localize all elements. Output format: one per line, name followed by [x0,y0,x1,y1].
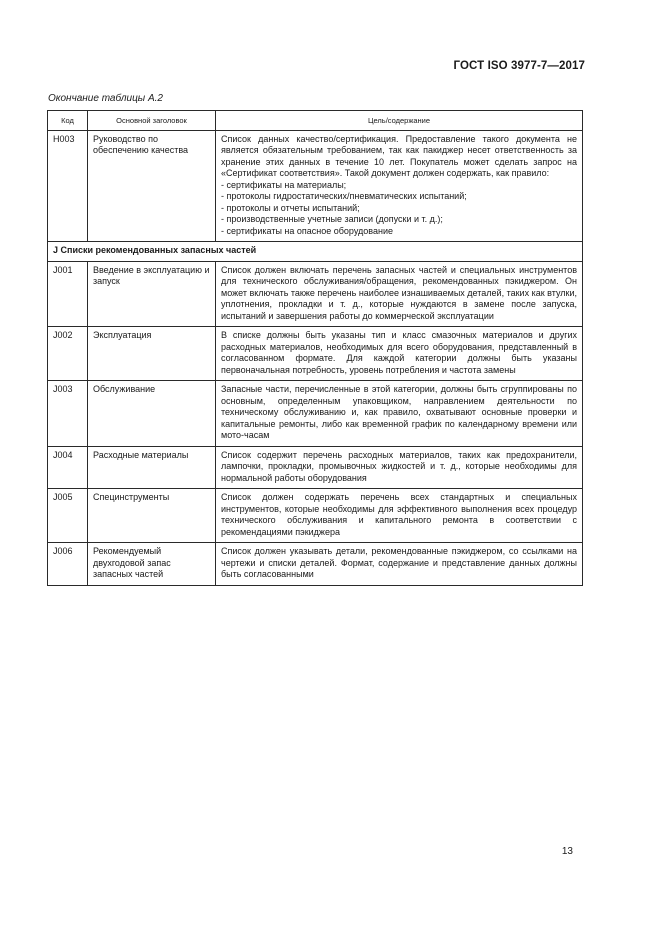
row-title: Обслуживание [88,381,216,447]
row-content-list-item: - сертификаты на материалы; [221,179,347,190]
row-code: J006 [48,543,88,586]
row-title: Расходные материалы [88,446,216,489]
row-content-list-item: - сертификаты на опасное оборудование [221,225,393,236]
table-row [48,261,583,327]
row-content-list-item: - производственные учетные записи (допуски и т. д.); [221,214,443,224]
row-code: H003 [48,130,88,242]
table-row [48,327,583,381]
table-row [48,446,583,489]
row-content [216,543,583,586]
row-content-text: Список данных качество/сертификация. Предоставление такого документа не является обязательным требованием, так как пакиджер несет ответственность за хранение этих данных в течение 10 лет. Покупатель может сделать запрос на «Сертификат соответствия». Такой документ должен содержать, как правило: [221,133,577,178]
column-header-code: Код [48,111,88,131]
standard-code: ГОСТ ISO 3977-7—2017 [453,60,585,72]
row-content [216,327,583,381]
column-header-content: Цель/содержание [216,111,583,131]
page-number: 13 [561,846,573,857]
row-content-text: В списке должны быть указаны тип и класс смазочных материалов и других расходных материалов, необходимых для всего оборудования, представленный в согласованном формате. Для каждой категории должны быть указаны первоначальная потребность, уровень потребления и частота замены [221,330,577,375]
row-content-text: Запасные части, перечисленные в этой категории, должны быть сгруппированы по основным, определенным упаковщиком, направлением деятельности по техническому обслуживанию и, как правило, охватывают основные проверки и капитальные ремонты, либо как временной график по календарному времени или мото-часам [221,384,577,440]
row-code: J001 [48,261,88,327]
section-row [48,242,583,262]
row-content-text: Список должен указывать детали, рекомендованные пэкиджером, со ссылками на чертежи и списки деталей. Формат, содержание и представление данных должны быть согласованными [221,546,577,579]
table-row [48,489,583,543]
specification-table [47,110,583,586]
row-content-text: Список должен включать перечень запасных частей и специальных инструментов для технического обслуживания/обращения, рекомендованных пэкиджером. Он может включать также перечень наиболее изнашиваемых деталей, таких как втулки, уплотнения, прокладки и т. д., которые нуждаются в замене после запуска, испытаний и завершения работы до коммерческой эксплуатации [221,264,577,321]
row-content [216,381,583,447]
row-content [216,489,583,543]
row-title: Введение в эксплуатацию и запуск [88,261,216,327]
table-header-row [48,111,583,131]
row-content [216,446,583,489]
row-title: Специнструменты [88,489,216,543]
row-title: Руководство по обеспечению качества [88,130,216,242]
row-title: Рекомендуемый двухгодовой запас запасных частей [88,543,216,586]
row-code: J003 [48,381,88,447]
row-code: J005 [48,489,88,543]
row-code: J002 [48,327,88,381]
row-content-text: Список содержит перечень расходных материалов, таких как предохранители, лампочки, прокладки, промывочных жидкостей и т. д., которые необходимы для нормальной работы оборудования [221,449,577,483]
table-row [48,130,583,242]
row-content [216,261,583,327]
column-header-title: Основной заголовок [88,111,216,131]
row-code: J004 [48,446,88,489]
row-content-list-item: - протоколы и отчеты испытаний; [221,202,360,213]
section-title: J Списки рекомендованных запасных частей [48,242,583,262]
table-caption: Окончание таблицы А.2 [48,93,163,104]
row-content-list-item: - протоколы гидростатических/пневматических испытаний; [221,191,467,201]
table-row [48,381,583,447]
table-row [48,543,583,586]
row-content-text: Список должен содержать перечень всех стандартных и специальных инструментов, которые необходимы для эффективного выполнения всех процедур технического обслуживания и капитального ремонта в соответствии с рекомендациями пэкиджера [221,492,577,537]
row-content [216,130,583,242]
row-title: Эксплуатация [88,327,216,381]
